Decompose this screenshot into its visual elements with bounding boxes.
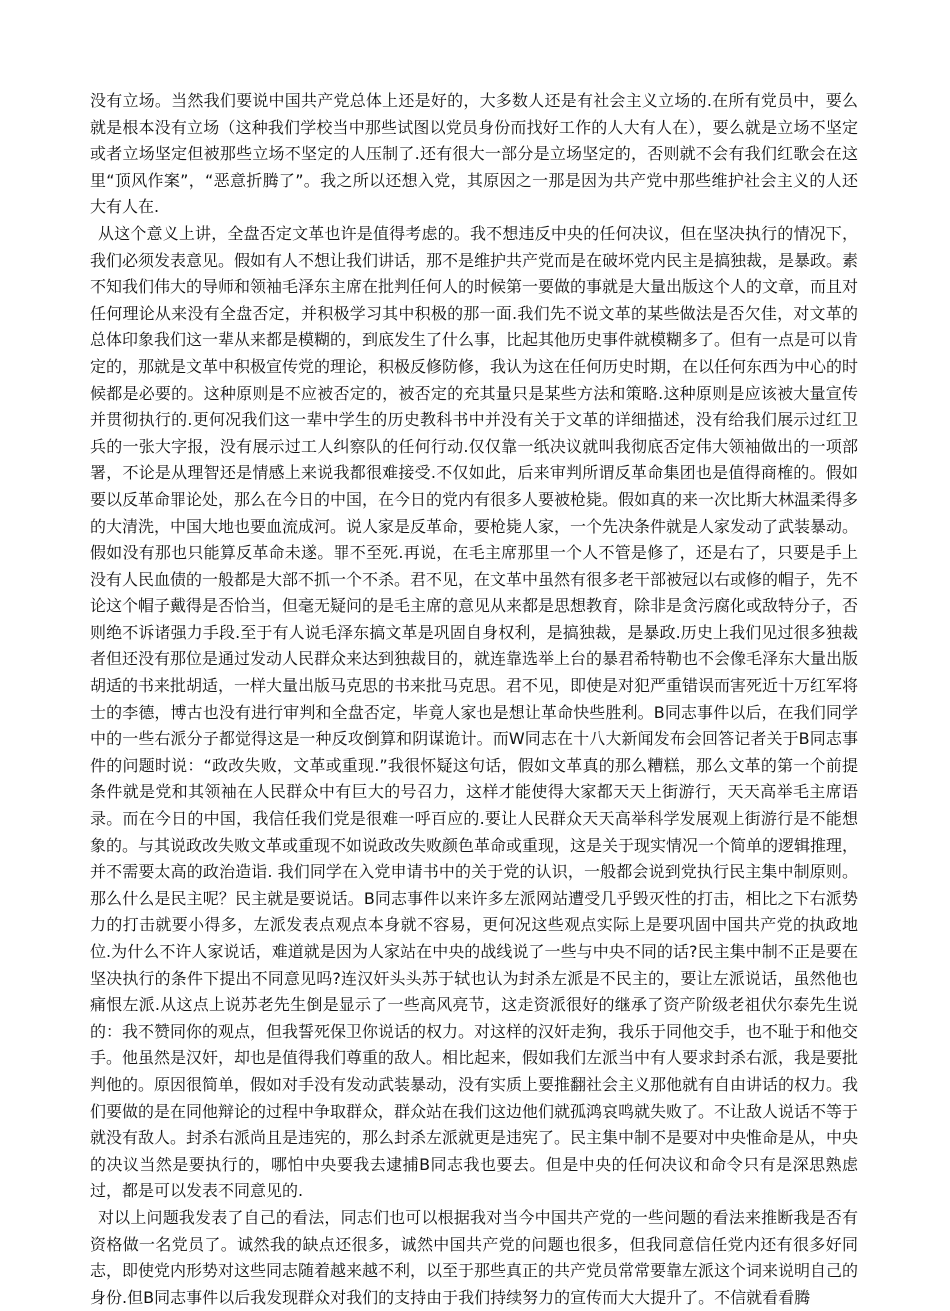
paragraph-2: 从这个意义上讲，全盘否定文革也许是值得考虑的。我不想违反中央的任何决议，但在坚决执行的情况下，我们必须发表意见。假如有人不想让我们讲话，那不是维护共产党而是在破坏党内民主是搞独裁，是暴政。素不知我们伟大的导师和领袖毛泽东主席在批判任何人的时候第一要做的事就是大量出版这个人的文章，而且对任何理论从来没有全盘否定，并积极学习其中积极的那一面.我们先不说文革的某些做法是否欠佳，对文革的总体印象我们这一辈从来都是模糊的，到底发生了什么事，比起其他历史事件就模糊多了。但有一点是可以肯定的，那就是文革中积极宣传党的理论，积极反修防修，我认为这在任何历史时期，在以任何东西为中心的时候都是必要的。这种原则是不应被否定的，被否定的充其量只是某些方法和策略.这种原则是应该被大量宣传并贯彻执行的.更何况我们这一辈中学生的历史教科书中并没有关于文革的详细描述，没有给我们展示过红卫兵的一张大字报，没有展示过工人纠察队的任何行动.仅仅靠一纸决议就叫我彻底否定伟大领袖做出的一项部署，不论是从理智还是情感上来说我都很难接受.不仅如此，后来审判所谓反革命集团也是值得商榷的。假如要以反革命罪论处，那么在今日的中国，在今日的党内有很多人要被枪毙。假如真的来一次比斯大林温柔得多的大清洗，中国大地也要血流成河。说人家是反革命，要枪毙人家，一个先决条件就是人家发动了武装暴动。假如没有那也只能算反革命未遂。罪不至死.再说，在毛主席那里一个人不管是修了，还是右了，只要是手上没有人民血债的一般都是大部不抓一个不杀。君不见，在文革中虽然有很多老干部被冠以右或修的帽子，先不论这个帽子戴得是否恰当，但毫无疑问的是毛主席的意见从来都是思想教育，除非是贪污腐化或敌特分子，否则绝不诉诸强力手段.至于有人说毛泽东搞文革是巩固自身权利，是搞独裁，是暴政.历史上我们见过很多独裁者但还没有那位是通过发动人民群众来达到独裁目的，就连靠选举上台的暴君希特勒也不会像毛泽东大量出版胡适的书来批胡适，一样大量出版马克思的书来批马克思。君不见，即使是对犯严重错误而害死近十万红军将士的李德，博古也没有进行审判和全盘否定，毕竟人家也是想让革命快些胜利。B同志事件以后，在我们同学中的一些右派分子都觉得这是一种反攻倒算和阴谋诡计。而W同志在十八大新闻发布会回答记者关于B同志事件的问题时说：“政改失败，文革或重现.”我很怀疑这句话，假如文革真的那么糟糕，那么文革的第一个前提条件就是党和其领袖在人民群众中有巨大的号召力，这样才能使得大家都天天上街游行，天天高举毛主席语录。而在今日的中国，我信任我们党是很难一呼百应的.要让人民群众天天高举科学发展观上街游行是不能想象的。与其说政改失败文革或重现不如说政改失败颜色革命或重现，这是关于现实情况一个简单的逻辑推理，并不需要太高的政治造诣. 我们同学在入党申请书中的关于党的认识，一般都会说到党执行民主集中制原则。那么什么是民主呢？民主就是要说话。B同志事件以来许多左派网站遭受几乎毁灭性的打击，相比之下右派势力的打击就要小得多，左派发表点观点本身就不容易，更何况这些观点实际上是要巩固中国共产党的执政地位.为什么不许人家说话，难道就是因为人家站在中央的战线说了一些与中央不同的话?民主集中制不正是要在坚决执行的条件下提出不同意见吗?连汉奸头头苏于轼也认为封杀左派是不民主的，要让左派说话，虽然他也痛恨左派.从这点上说苏老先生倒是显示了一些高风亮节，这走资派很好的继承了资产阶级老祖伏尔泰先生说的：我不赞同你的观点，但我誓死保卫你说话的权力。对这样的汉奸走狗，我乐于同他交手，也不耻于和他交手。他虽然是汉奸，却也是值得我们尊重的敌人。相比起来，假如我们左派当中有人要求封杀右派，我是要批判他的。原因很简单，假如对手没有发动武装暴动，没有实质上要推翻社会主义那他就有自由讲话的权力。我们要做的是在同他辩论的过程中争取群众，群众站在我们这边他们就孤鸿哀鸣就失败了。不让敌人说话不等于就没有敌人。封杀右派尚且是违宪的，那么封杀左派就更是违宪了。民主集中制不是要对中央惟命是从，中央的决议当然是要执行的，哪怕中央要我去逮捕B同志我也要去。但是中央的任何决议和命令只有是深思熟虑过，都是可以发表不同意见的. bbox=[90, 223, 859, 1201]
document-body bbox=[90, 88, 858, 1311]
paragraph-3: 对以上问题我发表了自己的看法，同志们也可以根据我对当今中国共产党的一些问题的看法来推断我是否有资格做一名党员了。诚然我的缺点还很多，诚然中国共产党的问题也很多，但我同意信任党内还有很多好同志，即使党内形势对这些同志随着越来越不利，以至于那些真正的共产党员常常要靠左派这个词来说明自己的身份.但B同志事件以后我发现群众对我们的支持由于我们持续努力的宣传而大大提升了。不信就看看腾 bbox=[90, 1207, 859, 1307]
paragraph-1: 没有立场。当然我们要说中国共产党总体上还是好的，大多数人还是有社会主义立场的.在所有党员中，要么就是根本没有立场（这种我们学校当中那些试图以党员身份而找好工作的人大有人在），要么就是立场不坚定或者立场坚定但被那些立场不坚定的人压制了.还有很大一部分是立场坚定的，否则就不会有我们红歌会在这里“顶风作案”，“恶意折腾了”。我之所以还想入党，其原因之一那是因为共产党中那些维护社会主义的人还大有人在. bbox=[90, 91, 858, 217]
